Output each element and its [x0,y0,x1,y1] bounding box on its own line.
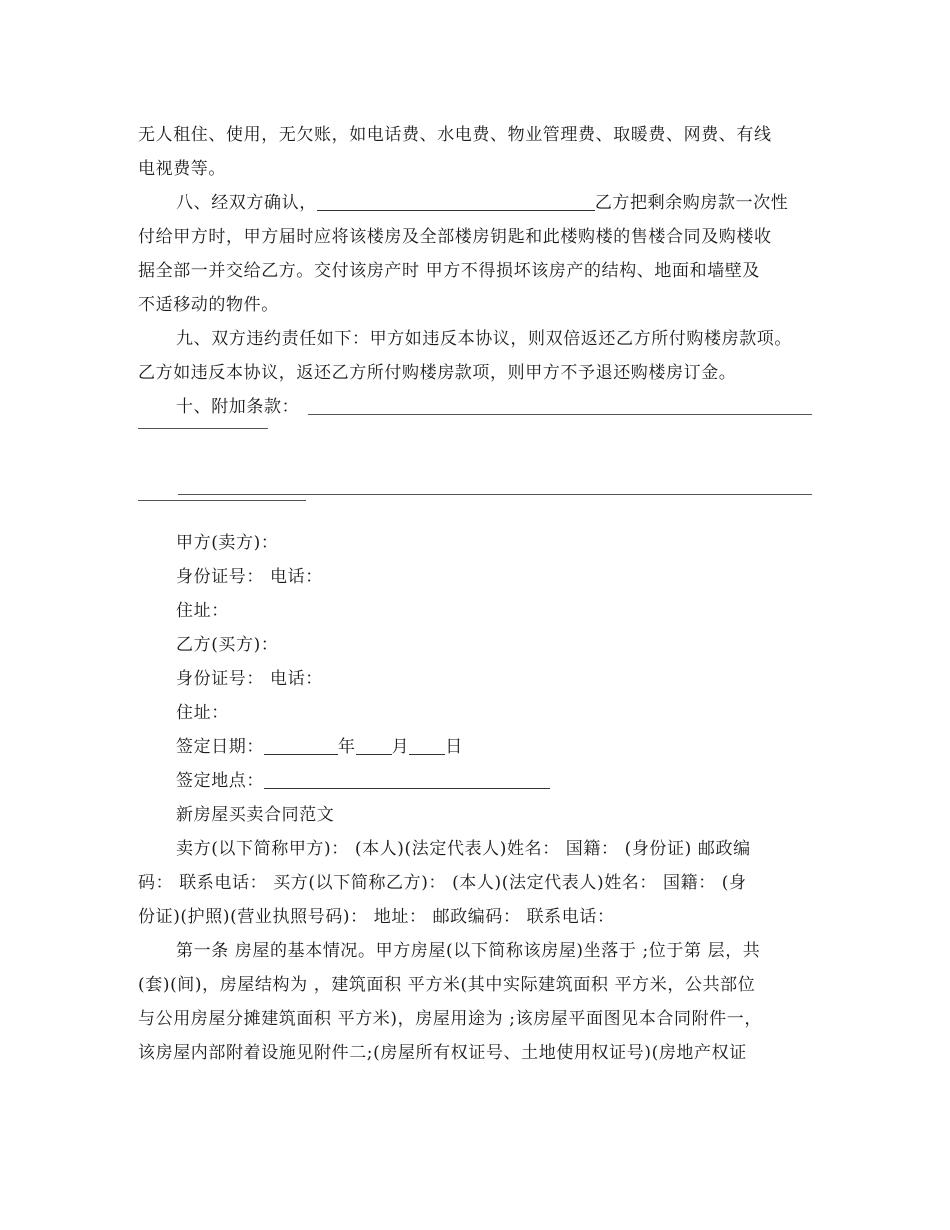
paragraph-line: 乙方如违反本协议，返还乙方所付购楼房款项，则甲方不予退还购楼房订金。 [138,363,737,383]
sign-date-day-blank [409,736,445,755]
clause-10-blank-line-2 [138,458,828,492]
contract-page [138,118,828,1070]
clause-10-blank [308,414,812,415]
sign-date-day: 日 [445,737,463,757]
article-1-line: 第一条 房屋的基本情况。甲方房屋(以下简称该房屋)坐落于 ;位于第 层，共 [176,941,761,961]
sign-place-blank [264,770,550,789]
clause-8-blank [317,192,595,211]
paragraph-line: 无人租住、使用，无欠账，如电话费、水电费、物业管理费、取暖费、网费、有线 [138,125,772,145]
sign-date-year-blank [264,736,338,755]
clause-10-blank-continuation [138,492,828,526]
clause-8-label: 八、经双方确认， [176,193,317,213]
party-a-label: 甲方(卖方)： [176,533,279,553]
sign-place [138,764,828,798]
sign-date-label: 签定日期： [176,737,264,757]
clause-8-line [138,186,828,220]
sign-date-month-blank [356,736,392,755]
sign-date-year: 年 [338,737,356,757]
clause-8-text: 乙方把剩余购房款一次性 [594,193,789,213]
clause-9-line: 九、双方违约责任如下：甲方如违反本协议，则双倍返还乙方所付购楼房款项。 [176,329,792,349]
parties-info-line: 份证)(护照)(营业执照号码)： 地址： 邮政编码： 联系电话： [138,907,615,927]
party-b-id-phone: 身份证号： 电话： [176,669,323,689]
party-b-address: 住址： [176,703,229,723]
article-1-line: 与公用房屋分摊建筑面积 平方米)，房屋用途为 ;该房屋平面图见本合同附件一， [138,1009,762,1029]
party-b-label: 乙方(买方)： [176,635,279,655]
section-title: 新房屋买卖合同范文 [176,805,335,825]
article-1-line: (套)(间)，房屋结构为 ，建筑面积 平方米(其中实际建筑面积 平方米，公共部位 [138,975,756,995]
clause-10-line [138,390,828,424]
sign-date-month: 月 [391,737,410,757]
paragraph-line: 据全部一并交给乙方。交付该房产时 甲方不得损坏该房产的结构、地面和墙壁及 [138,261,761,281]
party-a-id-phone: 身份证号： 电话： [176,567,323,587]
paragraph-line: 付给甲方时，甲方届时应将该楼房及全部楼房钥匙和此楼购楼的售楼合同及购楼收 [138,227,772,247]
party-a-address: 住址： [176,601,229,621]
paragraph-line: 电视费等。 [138,159,226,179]
article-1-line: 该房屋内部附着设施见附件二;(房屋所有权证号、土地使用权证号)(房地产权证 [138,1043,747,1063]
paragraph-line: 不适移动的物件。 [138,295,279,315]
blank-rule [138,500,306,501]
sign-date [138,730,828,764]
blank-rule [138,428,268,429]
sign-place-label: 签定地点： [176,771,264,791]
parties-info-line: 码： 联系电话： 买方(以下简称乙方)： (本人)(法定代表人)姓名： 国籍： (身 [138,873,747,893]
clause-10-blank-continuation [138,424,828,458]
parties-info-line: 卖方(以下简称甲方)： (本人)(法定代表人)姓名： 国籍： (身份证) 邮政编 [176,839,751,859]
clause-10-label: 十、附加条款： [176,397,300,417]
